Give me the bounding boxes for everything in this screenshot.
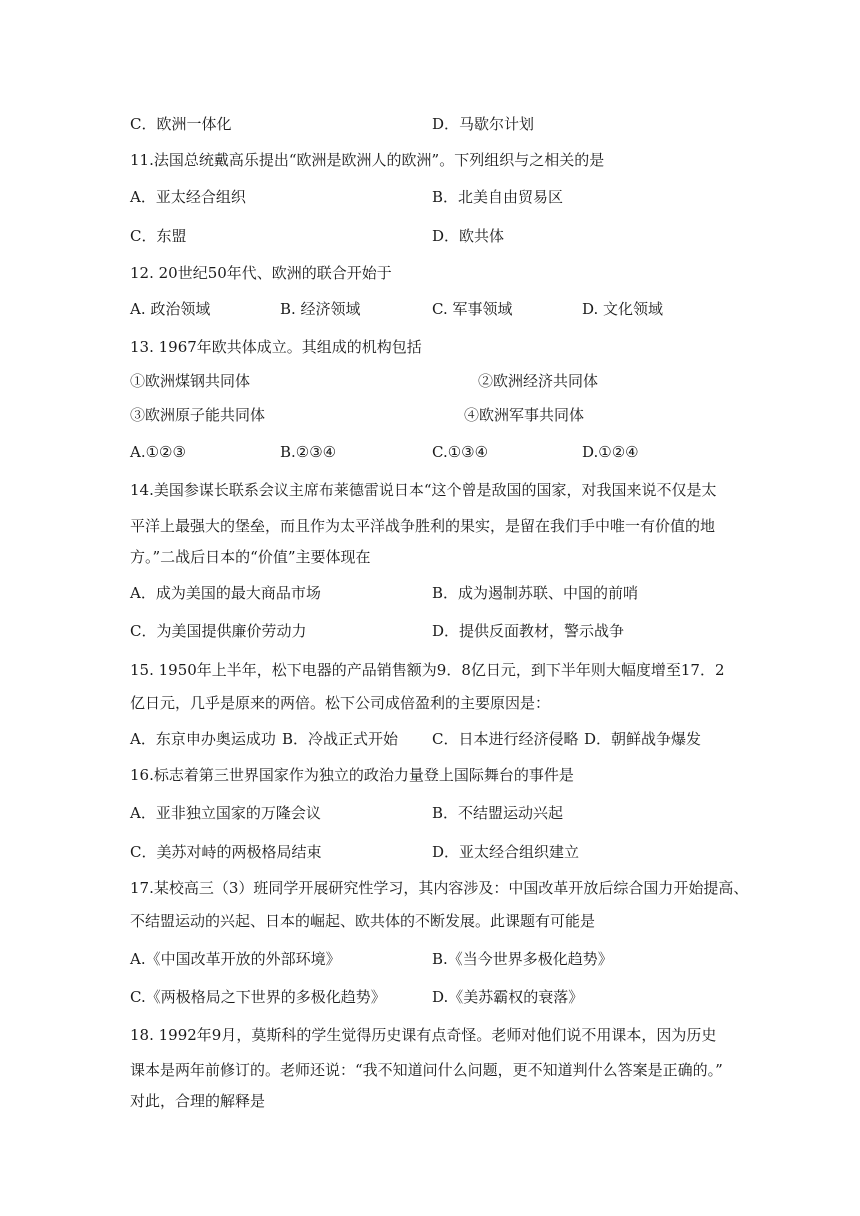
q15-stem-line-2: 亿日元，几乎是原来的两倍。松下公司成倍盈利的主要原因是： <box>130 694 551 712</box>
q12-option-d: D. 文化领域 <box>582 300 664 318</box>
q13-item-2: ②欧洲经济共同体 <box>478 372 599 390</box>
q18-stem-line-1: 18. 1992年9月，莫斯科的学生觉得历史课有点奇怪。老师对他们说不用课本，因为历史 <box>130 1026 717 1044</box>
q14-option-b: B．成为遏制苏联、中国的前哨 <box>432 584 639 602</box>
q16-option-b: B．不结盟运动兴起 <box>432 804 564 822</box>
q12-option-b: B. 经济领域 <box>280 300 361 318</box>
q12-option-c: C. 军事领域 <box>432 300 513 318</box>
q14-stem-line-2: 平洋上最强大的堡垒，而且作为太平洋战争胜利的果实，是留在我们手中唯一有价值的地 <box>130 517 716 535</box>
q11-stem: 11.法国总统戴高乐提出“欧洲是欧洲人的欧洲”。下列组织与之相关的是 <box>130 151 605 169</box>
q13-item-3: ③欧洲原子能共同体 <box>130 406 266 424</box>
q11-option-c: C．东盟 <box>130 227 187 245</box>
q15-option-a: A．东京申办奥运成功 <box>130 730 276 748</box>
q17-stem-line-2: 不结盟运动的兴起、日本的崛起、欧共体的不断发展。此课题有可能是 <box>130 912 596 930</box>
q13-option-b: B.②③④ <box>280 443 337 461</box>
q15-option-b: B．冷战正式开始 <box>282 730 399 748</box>
q14-option-c: C．为美国提供廉价劳动力 <box>130 622 307 640</box>
q15-stem-line-1: 15. 1950年上半年，松下电器的产品销售额为9．8亿日元，到下半年则大幅度增至17．2 <box>130 661 725 679</box>
q11-option-d: D．欧共体 <box>432 227 505 245</box>
q12-option-a: A. 政治领域 <box>130 300 211 318</box>
q15-option-c: C．日本进行经济侵略 <box>432 730 579 748</box>
q18-stem-line-2: 课本是两年前修订的。老师还说：“我不知道问什么问题，更不知道判什么答案是正确的。” <box>130 1061 723 1079</box>
q16-stem: 16.标志着第三世界国家作为独立的政治力量登上国际舞台的事件是 <box>130 766 574 784</box>
q17-option-c: C.《两极格局之下世界的多极化趋势》 <box>130 988 386 1006</box>
q11-option-a: A．亚太经合组织 <box>130 188 246 206</box>
q13-option-c: C.①③④ <box>432 443 489 461</box>
q12-stem: 12. 20世纪50年代、欧洲的联合开始于 <box>130 264 392 282</box>
q14-option-d: D．提供反面教材，警示战争 <box>432 622 625 640</box>
q13-option-d: D.①②④ <box>582 443 639 461</box>
q11-option-b: B．北美自由贸易区 <box>432 188 564 206</box>
q14-stem-line-1: 14.美国参谋长联系会议主席布莱德雷说日本“这个曾是敌国的国家，对我国来说不仅是太 <box>130 481 717 499</box>
q14-stem-line-3: 方。”二战后日本的“价值”主要体现在 <box>130 548 371 566</box>
q17-option-a: A.《中国改革开放的外部环境》 <box>130 950 341 968</box>
q10-option-c: C．欧洲一体化 <box>130 115 232 133</box>
q16-option-a: A．亚非独立国家的万隆会议 <box>130 804 321 822</box>
q16-option-d: D．亚太经合组织建立 <box>432 843 580 861</box>
q17-option-d: D.《美苏霸权的衰落》 <box>432 988 584 1006</box>
q18-stem-line-3: 对此，合理的解释是 <box>130 1092 266 1110</box>
q13-item-1: ①欧洲煤钢共同体 <box>130 372 251 390</box>
q17-stem-line-1: 17.某校高三（3）班同学开展研究性学习，其内容涉及：中国改革开放后综合国力开始提高、 <box>130 879 749 897</box>
q17-option-b: B.《当今世界多极化趋势》 <box>432 950 613 968</box>
q16-option-c: C．美苏对峙的两极格局结束 <box>130 843 322 861</box>
q15-option-d: D．朝鲜战争爆发 <box>584 730 702 748</box>
q13-item-4: ④欧洲军事共同体 <box>464 406 585 424</box>
q13-option-a: A.①②③ <box>130 443 186 461</box>
q14-option-a: A．成为美国的最大商品市场 <box>130 584 321 602</box>
q13-stem: 13. 1967年欧共体成立。其组成的机构包括 <box>130 338 422 356</box>
q10-option-d: D．马歇尔计划 <box>432 115 535 133</box>
